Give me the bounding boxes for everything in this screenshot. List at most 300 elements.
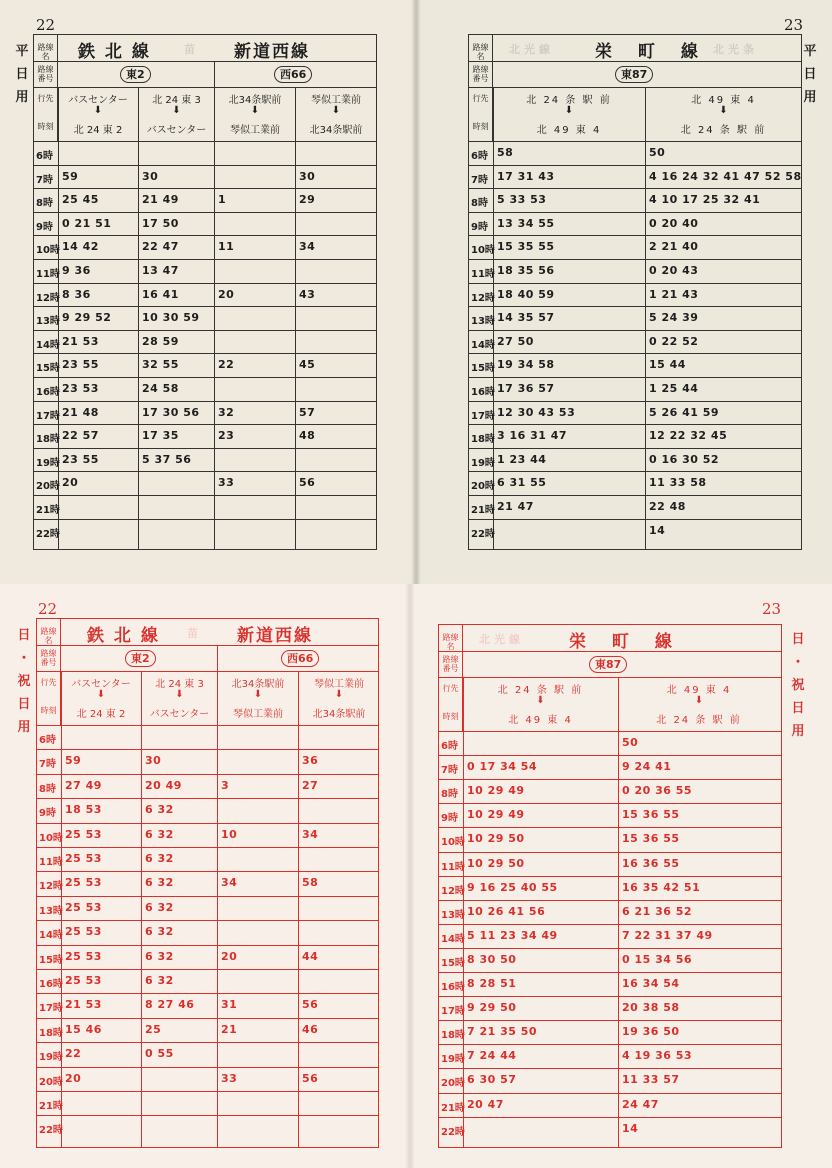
departure-minutes: 25 53 (65, 974, 102, 987)
departure-minutes: 16 35 42 51 (622, 880, 701, 894)
hour-row (37, 847, 378, 871)
holiday-page-right (416, 584, 832, 1168)
departure-minutes: 21 49 (142, 193, 179, 207)
departure-minutes: 5 24 39 (649, 311, 699, 325)
departure-minutes: 6 32 (145, 949, 174, 963)
departure-minutes: 0 22 52 (649, 334, 699, 348)
hour-row (469, 165, 801, 189)
departure-minutes: 25 53 (65, 827, 102, 841)
hour-label: 19時 (39, 1052, 63, 1064)
hour-label: 12時 (471, 292, 495, 304)
hour-row (469, 235, 801, 259)
side-label (16, 624, 32, 739)
departure-minutes: 8 30 50 (467, 952, 517, 966)
hour-label: 17時 (36, 410, 60, 422)
departure-minutes: 28 59 (142, 334, 179, 348)
hour-label: 8時 (36, 198, 53, 210)
departure-minutes: 34 (221, 876, 238, 890)
departure-minutes: 25 53 (65, 900, 102, 914)
side-label-char: 日 (17, 697, 31, 712)
departure-minutes: 58 (302, 876, 319, 890)
hour-row (469, 306, 801, 330)
hour-label: 20時 (39, 1076, 63, 1088)
book-gutter (411, 0, 421, 584)
departure-minutes: 20 (221, 949, 238, 963)
hour-label: 7時 (39, 759, 56, 771)
hour-row (439, 900, 781, 924)
route-name: 栄 町 線 (595, 42, 708, 62)
departure-minutes: 12 30 43 53 (497, 405, 576, 419)
hour-row (439, 924, 781, 948)
hour-label: 17時 (441, 1006, 465, 1018)
hour-row (37, 871, 378, 895)
hour-row (34, 259, 376, 283)
hour-row (34, 212, 376, 236)
hour-label: 6時 (39, 735, 56, 746)
departure-minutes: 10 29 49 (467, 808, 525, 822)
hour-label: 16時 (36, 387, 60, 398)
hour-row (37, 896, 378, 920)
hour-label: 15時 (39, 954, 63, 966)
departure-minutes: 9 29 50 (467, 1001, 517, 1015)
hour-row (439, 755, 781, 779)
ghost-text: 北光線 (479, 633, 524, 646)
departure-minutes: 0 17 34 54 (467, 760, 538, 774)
page-number: 23 (762, 600, 782, 618)
departure-minutes: 6 31 55 (497, 476, 547, 490)
hour-row (469, 495, 801, 519)
timetable (468, 34, 802, 550)
down-arrow-icon: ⬇ (334, 689, 344, 700)
route-code-b: 西66 (274, 66, 312, 83)
hour-label: 8時 (441, 789, 458, 801)
hour-label: 17時 (471, 410, 495, 422)
hour-label: 6時 (471, 151, 488, 162)
departure-minutes: 8 28 51 (467, 977, 517, 990)
departure-minutes: 6 21 36 52 (622, 904, 693, 918)
timetable (33, 34, 377, 550)
hour-row (469, 424, 801, 448)
departure-minutes: 43 (299, 287, 316, 301)
hour-row (469, 401, 801, 425)
side-label-char: 祝 (17, 674, 31, 689)
hour-row (469, 353, 801, 377)
hour-row (34, 141, 376, 165)
departure-minutes: 14 35 57 (497, 311, 555, 325)
departure-minutes: 22 57 (62, 429, 99, 443)
departure-minutes: 11 (218, 240, 235, 254)
hour-label: 9時 (39, 808, 56, 820)
route-number-label: 路線番号 (469, 62, 493, 87)
route-code: 東87 (615, 66, 653, 83)
departure-minutes: 10 30 59 (142, 311, 200, 325)
hour-label: 13時 (36, 316, 60, 328)
departure-minutes: 16 34 54 (622, 977, 680, 990)
column-origin: 北 24 東 2 (76, 709, 126, 720)
departure-minutes: 20 (65, 1071, 82, 1085)
departure-minutes: 48 (299, 429, 316, 443)
departure-minutes: 17 35 (142, 429, 179, 443)
departure-minutes: 24 58 (142, 382, 179, 395)
departure-minutes: 6 32 (145, 803, 174, 817)
hour-label: 14時 (471, 339, 495, 351)
departure-minutes: 19 34 58 (497, 358, 555, 372)
hour-row (37, 774, 378, 798)
hour-label: 15時 (471, 363, 495, 375)
hour-row (37, 823, 378, 847)
column-destination: 北 24 東 3 (152, 95, 201, 106)
time-label: 時刻 (469, 114, 493, 141)
side-label-char: 日 (17, 628, 31, 643)
side-label (790, 628, 806, 743)
departure-minutes: 15 36 55 (622, 808, 680, 822)
destination-label: 行先 (34, 88, 58, 114)
hour-row (469, 283, 801, 307)
divider (439, 677, 781, 678)
departure-minutes: 9 24 41 (622, 760, 672, 774)
timetable (36, 618, 379, 1148)
hour-label: 7時 (36, 174, 53, 186)
departure-minutes: 14 42 (62, 240, 99, 254)
hour-label: 18時 (39, 1027, 63, 1039)
hour-label: 21時 (36, 505, 60, 516)
hour-row (37, 1067, 378, 1091)
down-arrow-icon: ⬇ (253, 689, 263, 700)
hour-row (469, 188, 801, 212)
hour-label: 10時 (441, 837, 465, 849)
departure-minutes: 5 11 23 34 49 (467, 928, 558, 942)
departure-minutes: 14 (622, 1121, 639, 1135)
column-origin: 北34条駅前 (309, 125, 363, 136)
departure-minutes: 15 36 55 (622, 832, 680, 846)
hour-row (34, 235, 376, 259)
departure-minutes: 17 50 (142, 216, 179, 230)
route-name-label: 路線名 (34, 35, 58, 61)
departure-minutes: 15 46 (65, 1022, 102, 1036)
hour-label: 16時 (39, 979, 63, 990)
route-name-label: 路線名 (439, 625, 463, 651)
hour-label: 8時 (39, 783, 56, 795)
hour-label: 17時 (39, 1003, 63, 1015)
hour-label: 21時 (441, 1102, 465, 1114)
hour-row (469, 471, 801, 495)
column-origin: 北 24 条 駅 前 (656, 715, 742, 726)
departure-minutes: 50 (622, 736, 639, 749)
column-origin: 北34条駅前 (312, 709, 366, 720)
departure-minutes: 20 (62, 476, 79, 490)
departure-minutes: 20 47 (467, 1097, 504, 1111)
departure-minutes: 10 29 50 (467, 856, 525, 870)
down-arrow-icon: ⬇ (331, 105, 341, 116)
departure-minutes: 3 16 31 47 (497, 429, 568, 443)
hour-row (469, 330, 801, 354)
departure-minutes: 16 41 (142, 287, 179, 301)
divider (34, 87, 376, 88)
weekday-page-left (0, 0, 416, 584)
hour-row (439, 1117, 781, 1141)
hour-row (37, 725, 378, 749)
hour-label: 15時 (441, 957, 465, 969)
departure-minutes: 10 29 50 (467, 832, 525, 846)
ghost-text: 苗 (187, 627, 202, 640)
departure-minutes: 11 33 57 (622, 1073, 680, 1087)
hour-row (439, 948, 781, 972)
hour-row (439, 803, 781, 827)
side-label-char: 用 (803, 90, 817, 105)
departure-minutes: 4 19 36 53 (622, 1049, 693, 1063)
destination-label: 行先 (469, 88, 493, 114)
departure-minutes: 30 (145, 754, 162, 768)
departure-minutes: 21 53 (65, 998, 102, 1012)
down-arrow-icon: ⬇ (719, 105, 728, 116)
departure-minutes: 7 22 31 37 49 (622, 928, 713, 942)
hour-label: 16時 (441, 982, 465, 993)
departure-minutes: 7 24 44 (467, 1049, 517, 1063)
divider (37, 671, 378, 672)
departure-minutes: 25 45 (62, 193, 99, 207)
hour-label: 12時 (39, 881, 63, 893)
departure-minutes: 13 34 55 (497, 216, 555, 230)
hour-row (37, 920, 378, 944)
ghost-text: 北光条 (713, 43, 758, 56)
column-destination: バスセンター (68, 95, 128, 106)
route-name-a: 鉄 北 線 (78, 42, 151, 62)
departure-minutes: 13 47 (142, 264, 179, 277)
departure-minutes: 4 16 24 32 41 47 52 58 (649, 169, 802, 183)
departure-minutes: 6 32 (145, 900, 174, 914)
route-name: 栄 町 線 (569, 632, 682, 652)
hour-label: 6時 (441, 741, 458, 752)
route-name-a: 鉄 北 線 (87, 626, 160, 646)
ghost-text: 苗 (184, 43, 199, 56)
departure-minutes: 6 32 (145, 852, 174, 865)
departure-minutes: 32 (218, 405, 235, 419)
ghost-text: 北光線 (509, 43, 554, 56)
hour-row (37, 993, 378, 1017)
hour-label: 12時 (36, 292, 60, 304)
side-label-char: 日 (803, 67, 817, 82)
departure-minutes: 0 20 40 (649, 216, 699, 230)
side-label-char: 平 (803, 44, 817, 59)
page-number: 23 (784, 16, 804, 34)
column-origin: 北 24 条 駅 前 (680, 125, 767, 136)
hour-label: 13時 (39, 905, 63, 917)
departure-minutes: 6 32 (145, 827, 174, 841)
hour-label: 12時 (441, 885, 465, 897)
side-label-char: 平 (15, 44, 29, 59)
hour-row (439, 876, 781, 900)
column-destination: バスセンター (71, 679, 131, 690)
hour-label: 18時 (441, 1030, 465, 1042)
hour-label: 21時 (471, 505, 495, 516)
column-origin: 琴似工業前 (233, 709, 283, 720)
departure-minutes: 1 23 44 (497, 452, 547, 466)
down-arrow-icon: ⬇ (250, 105, 260, 116)
departure-minutes: 6 32 (145, 876, 174, 890)
departure-minutes: 21 47 (497, 500, 534, 513)
hour-label: 7時 (471, 174, 488, 186)
hour-label: 22時 (39, 1125, 63, 1137)
hour-row (34, 283, 376, 307)
hour-label: 20時 (441, 1078, 465, 1090)
departure-minutes: 0 55 (145, 1047, 174, 1061)
hour-row (34, 330, 376, 354)
down-arrow-icon: ⬇ (175, 689, 184, 700)
column-destination: 北 49 東 4 (666, 685, 732, 696)
departure-minutes: 23 55 (62, 452, 99, 466)
departure-minutes: 6 32 (145, 925, 174, 939)
departure-minutes: 36 (302, 754, 319, 768)
departure-minutes: 22 48 (649, 500, 686, 513)
departure-minutes: 1 (218, 193, 227, 207)
hour-label: 14時 (39, 930, 63, 942)
column-destination: 琴似工業前 (314, 679, 364, 690)
departure-minutes: 2 21 40 (649, 240, 699, 254)
side-label (14, 40, 30, 109)
route-code-a: 東2 (125, 650, 156, 667)
hour-row (37, 1091, 378, 1115)
hour-row (439, 731, 781, 755)
departure-minutes: 16 36 55 (622, 856, 680, 870)
hour-row (37, 1018, 378, 1042)
departure-minutes: 20 (218, 287, 235, 301)
destination-label: 行先 (37, 672, 61, 698)
hour-label: 9時 (36, 221, 53, 233)
hour-label: 19時 (36, 457, 60, 469)
page-number: 22 (38, 600, 58, 618)
hour-row (34, 448, 376, 472)
hour-label: 20時 (471, 481, 495, 493)
hour-row (469, 448, 801, 472)
column-destination: 北34条駅前 (228, 95, 282, 106)
departure-minutes: 23 53 (62, 382, 99, 395)
departure-minutes: 9 29 52 (62, 311, 112, 325)
departure-minutes: 6 30 57 (467, 1073, 517, 1087)
hour-row (439, 852, 781, 876)
departure-minutes: 18 53 (65, 803, 102, 817)
hour-label: 19時 (471, 457, 495, 469)
departure-minutes: 27 50 (497, 334, 534, 348)
departure-minutes: 56 (299, 476, 316, 490)
hour-label: 20時 (36, 481, 60, 493)
departure-minutes: 20 49 (145, 778, 182, 792)
hour-row (37, 1115, 378, 1139)
departure-minutes: 30 (299, 169, 316, 183)
holiday-page-left (0, 584, 416, 1168)
departure-minutes: 56 (302, 1071, 319, 1085)
side-label-char: 用 (791, 724, 805, 739)
hour-row (34, 165, 376, 189)
hour-label: 10時 (39, 832, 63, 844)
hour-label: 11時 (39, 857, 63, 868)
hour-row (37, 945, 378, 969)
hour-row (439, 996, 781, 1020)
hour-label: 22時 (36, 528, 60, 540)
hour-row (439, 972, 781, 996)
hour-row (37, 1042, 378, 1066)
departure-minutes: 0 20 43 (649, 264, 699, 277)
departure-minutes: 18 40 59 (497, 287, 555, 301)
down-arrow-icon: ⬇ (93, 105, 103, 116)
route-name-label: 路線名 (37, 619, 61, 645)
down-arrow-icon: ⬇ (564, 105, 574, 116)
hour-row (439, 779, 781, 803)
departure-minutes: 14 (649, 523, 666, 537)
hour-row (34, 353, 376, 377)
route-number-label: 路線番号 (439, 652, 463, 677)
departure-minutes: 21 48 (62, 405, 99, 419)
hour-row (34, 306, 376, 330)
departure-minutes: 50 (649, 146, 666, 159)
departure-minutes: 34 (299, 240, 316, 254)
hour-label: 19時 (441, 1054, 465, 1066)
departure-minutes: 24 47 (622, 1097, 659, 1111)
departure-minutes: 5 37 56 (142, 452, 192, 466)
hour-row (469, 212, 801, 236)
hour-row (469, 259, 801, 283)
departure-minutes: 30 (142, 169, 159, 183)
hour-label: 14時 (441, 933, 465, 945)
time-label: 時刻 (37, 698, 61, 725)
hour-row (439, 1093, 781, 1117)
departure-minutes: 21 53 (62, 334, 99, 348)
column-origin: バスセンター (149, 709, 210, 720)
departure-minutes: 25 53 (65, 852, 102, 865)
departure-minutes: 22 47 (142, 240, 179, 254)
hour-row (439, 827, 781, 851)
hour-label: 13時 (441, 909, 465, 921)
departure-minutes: 44 (302, 949, 319, 963)
departure-minutes: 25 53 (65, 949, 102, 963)
departure-minutes: 15 35 55 (497, 240, 555, 254)
departure-minutes: 8 27 46 (145, 998, 195, 1012)
column-origin: 琴似工業前 (230, 125, 280, 136)
hour-label: 22時 (441, 1126, 465, 1138)
hour-row (34, 377, 376, 401)
departure-minutes: 1 25 44 (649, 382, 699, 395)
departure-minutes: 29 (299, 193, 316, 207)
departure-minutes: 56 (302, 998, 319, 1012)
departure-minutes: 19 36 50 (622, 1025, 680, 1039)
column-destination: 北 24 条 駅 前 (526, 95, 612, 106)
hour-label: 7時 (441, 765, 458, 777)
down-arrow-icon: ⬇ (536, 695, 545, 706)
column-destination: 琴似工業前 (311, 95, 361, 106)
departure-minutes: 0 20 36 55 (622, 784, 693, 798)
departure-minutes: 12 22 32 45 (649, 429, 728, 443)
hour-label: 13時 (471, 316, 495, 328)
departure-minutes: 58 (497, 146, 514, 159)
hour-label: 11時 (471, 269, 495, 280)
hour-row (439, 1044, 781, 1068)
column-origin: 北 49 東 4 (536, 125, 602, 136)
side-label-char: 日 (791, 701, 805, 716)
departure-minutes: 23 55 (62, 358, 99, 372)
hour-label: 18時 (471, 434, 495, 446)
route-code: 東87 (589, 656, 627, 673)
departure-minutes: 8 36 (62, 287, 91, 301)
hour-row (34, 471, 376, 495)
book-gutter (405, 584, 415, 1168)
divider (469, 87, 801, 88)
departure-minutes: 10 (221, 827, 238, 841)
departure-minutes: 9 36 (62, 264, 91, 277)
down-arrow-icon: ⬇ (694, 695, 704, 706)
departure-minutes: 10 29 49 (467, 784, 525, 798)
departure-minutes: 32 55 (142, 358, 179, 372)
departure-minutes: 21 (221, 1022, 238, 1036)
hour-row (439, 1020, 781, 1044)
